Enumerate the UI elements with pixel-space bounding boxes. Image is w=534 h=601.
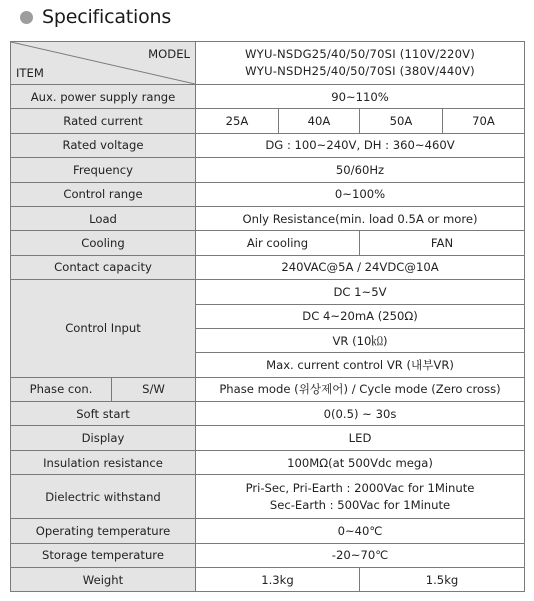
specifications-table — [10, 41, 525, 592]
row-label: Control range — [11, 182, 196, 206]
row-value: 70A — [443, 109, 525, 133]
row-label: Rated current — [11, 109, 196, 133]
row-label: Rated voltage — [11, 133, 196, 157]
row-value: LED — [196, 426, 525, 450]
row-label: Cooling — [11, 231, 196, 255]
row-label: Phase con. — [11, 377, 112, 401]
row-value: 0~100% — [196, 182, 525, 206]
row-value: 240VAC@5A / 24VDC@10A — [196, 255, 525, 279]
bullet-icon — [20, 11, 33, 24]
page-title: Specifications — [42, 6, 172, 28]
row-label: Aux. power supply range — [11, 85, 196, 109]
table-row — [11, 85, 525, 109]
row-value: 50A — [360, 109, 443, 133]
model-label: MODEL — [148, 47, 190, 61]
row-label: Display — [11, 426, 196, 450]
table-row — [11, 206, 525, 230]
model-line-1: WYU-NSDG25/40/50/70SI (110V/220V) — [245, 47, 476, 61]
section-heading — [20, 4, 171, 30]
table-row — [11, 280, 525, 304]
row-label: Insulation resistance — [11, 450, 196, 474]
table-row — [11, 158, 525, 182]
model-line-2: WYU-NSDH25/40/50/70SI (380V/440V) — [245, 64, 475, 78]
row-label: Storage temperature — [11, 543, 196, 567]
row-label: Contact capacity — [11, 255, 196, 279]
table-row — [11, 426, 525, 450]
row-value: 40A — [279, 109, 360, 133]
table-row — [11, 568, 525, 592]
row-value: 100MΩ(at 500Vdc mega) — [196, 450, 525, 474]
header-corner-cell — [11, 42, 196, 85]
row-value: 50/60Hz — [196, 158, 525, 182]
row-label: Frequency — [11, 158, 196, 182]
row-value: DC 1~5V — [196, 280, 525, 304]
row-value: Only Resistance(min. load 0.5A or more) — [196, 206, 525, 230]
row-value: VR (10㏀) — [196, 328, 525, 352]
row-value: 0(0.5) ~ 30s — [196, 402, 525, 426]
row-value: -20~70℃ — [196, 543, 525, 567]
table-row — [11, 543, 525, 567]
row-value: 0~40℃ — [196, 519, 525, 543]
header-row — [11, 42, 525, 85]
table-row — [11, 231, 525, 255]
item-label: ITEM — [16, 66, 44, 80]
row-value: Max. current control VR (내부VR) — [196, 353, 525, 377]
dielectric-line-1: Pri-Sec, Pri-Earth : 2000Vac for 1Minute — [245, 480, 475, 495]
row-value: Phase mode (위상제어) / Cycle mode (Zero cross) — [196, 377, 525, 401]
row-label: Control Input — [11, 280, 196, 378]
table-row — [11, 475, 525, 519]
table-row — [11, 133, 525, 157]
table-row — [11, 255, 525, 279]
row-value: Air cooling — [196, 231, 360, 255]
table-row — [11, 377, 525, 401]
model-names-cell — [196, 42, 525, 85]
table-row — [11, 519, 525, 543]
row-value: FAN — [360, 231, 525, 255]
row-label: Weight — [11, 568, 196, 592]
table-row — [11, 402, 525, 426]
row-value: 1.3kg — [196, 568, 360, 592]
dielectric-line-2: Sec-Earth : 500Vac for 1Minute — [269, 497, 451, 512]
row-value: 1.5kg — [360, 568, 525, 592]
row-value — [196, 475, 525, 519]
row-label: Dielectric withstand — [11, 475, 196, 519]
row-value: DG : 100~240V, DH : 360~460V — [196, 133, 525, 157]
row-label: Operating temperature — [11, 519, 196, 543]
row-value: 25A — [196, 109, 279, 133]
row-label: Soft start — [11, 402, 196, 426]
row-value: 90~110% — [196, 85, 525, 109]
table-row — [11, 450, 525, 474]
row-value: DC 4~20mA (250Ω) — [196, 304, 525, 328]
table-row — [11, 182, 525, 206]
row-sub-label: S/W — [112, 377, 196, 401]
table-row — [11, 109, 525, 133]
row-label: Load — [11, 206, 196, 230]
